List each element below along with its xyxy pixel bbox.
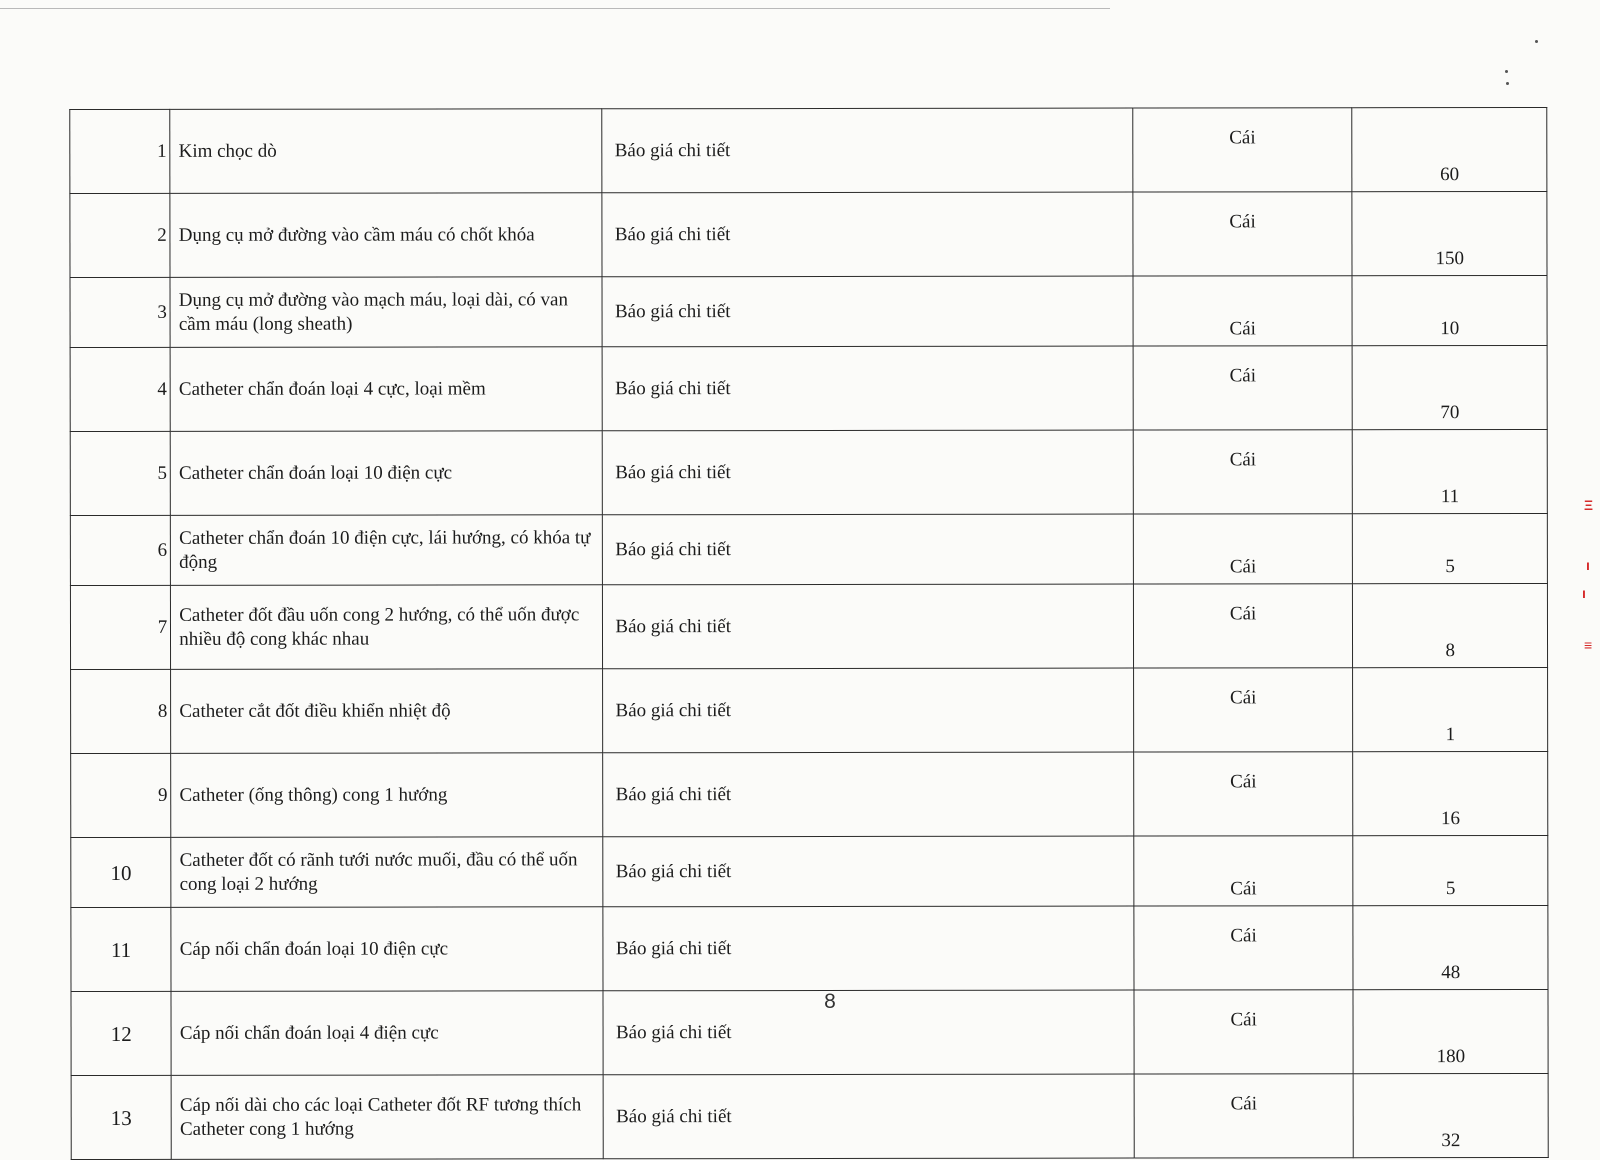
table-row: [70, 275, 1547, 347]
item-name: Dụng cụ mở đường vào mạch máu, loại dài, có van cầm máu (long sheath): [170, 277, 602, 348]
item-unit: Cái: [1133, 276, 1353, 346]
table-row: [71, 667, 1548, 753]
item-price-note: Báo giá chi tiết: [603, 346, 1134, 431]
item-quantity: 180: [1353, 989, 1548, 1073]
item-price-note: Báo giá chi tiết: [604, 1074, 1135, 1159]
item-price-note: Báo giá chi tiết: [603, 906, 1134, 991]
item-name: Catheter đốt có rãnh tưới nước muối, đầu có thể uốn cong loại 2 hướng: [171, 837, 603, 908]
row-number: 9: [71, 753, 171, 837]
item-quantity: 16: [1353, 751, 1548, 835]
row-number: 10: [71, 837, 171, 907]
row-number: 12: [71, 991, 171, 1075]
item-name: Catheter chẩn đoán 10 điện cực, lái hướng, có khóa tự động: [171, 515, 603, 586]
item-name: Catheter (ống thông) cong 1 hướng: [171, 753, 603, 838]
item-quantity: 1: [1353, 667, 1548, 751]
item-quantity: 150: [1352, 191, 1547, 275]
item-unit: Cái: [1134, 836, 1354, 906]
item-quantity: 8: [1353, 583, 1548, 667]
item-quantity: 48: [1353, 905, 1548, 989]
item-quantity: 5: [1353, 513, 1548, 583]
item-unit: Cái: [1133, 108, 1353, 192]
item-name: Kim chọc dò: [170, 109, 602, 194]
item-unit: Cái: [1134, 1074, 1354, 1158]
item-quantity: 5: [1353, 835, 1548, 905]
item-quantity: 70: [1353, 345, 1548, 429]
item-quantity: 11: [1353, 429, 1548, 513]
row-number: 2: [70, 193, 170, 277]
table-row: [70, 429, 1547, 515]
scan-speck: [1505, 70, 1508, 73]
table-row: [71, 1073, 1548, 1159]
item-unit: Cái: [1133, 192, 1353, 276]
row-number: 3: [70, 277, 170, 347]
item-unit: Cái: [1133, 668, 1353, 752]
row-number: 5: [70, 431, 170, 515]
item-quantity: 60: [1352, 107, 1547, 191]
item-price-note: Báo giá chi tiết: [602, 276, 1133, 347]
table-row: [70, 107, 1547, 193]
item-name: Dụng cụ mở đường vào cầm máu có chốt khóa: [170, 193, 602, 278]
item-unit: Cái: [1133, 346, 1353, 430]
row-number: 8: [71, 669, 171, 753]
item-price-note: Báo giá chi tiết: [603, 668, 1134, 753]
item-unit: Cái: [1134, 752, 1354, 836]
item-name: Catheter chẩn đoán loại 10 điện cực: [170, 431, 602, 516]
item-price-note: Báo giá chi tiết: [603, 990, 1134, 1075]
item-name: Catheter đốt đầu uốn cong 2 hướng, có thể uốn được nhiều độ cong khác nhau: [171, 585, 603, 670]
red-stamp-edge: Ξ ı ı ≡: [1582, 497, 1594, 653]
item-name: Catheter chẩn đoán loại 4 cực, loại mềm: [170, 347, 602, 432]
row-number: 7: [70, 585, 170, 669]
item-quantity: 10: [1352, 275, 1547, 345]
item-price-note: Báo giá chi tiết: [603, 836, 1134, 907]
item-unit: Cái: [1133, 430, 1353, 514]
table-row: [70, 513, 1547, 585]
item-name: Cáp nối dài cho các loại Catheter đốt RF tương thích Catheter cong 1 hướng: [171, 1075, 603, 1160]
item-unit: Cái: [1133, 584, 1353, 668]
row-number: 6: [70, 515, 170, 585]
item-unit: Cái: [1134, 990, 1354, 1074]
row-number: 4: [70, 347, 170, 431]
item-price-note: Báo giá chi tiết: [602, 108, 1133, 193]
item-price-note: Báo giá chi tiết: [603, 584, 1134, 669]
item-unit: Cái: [1134, 906, 1354, 990]
row-number: 1: [70, 109, 170, 193]
item-price-note: Báo giá chi tiết: [602, 192, 1133, 277]
row-number: 11: [71, 907, 171, 991]
top-rule: [0, 8, 1110, 9]
item-quantity: 32: [1354, 1073, 1549, 1157]
item-price-note: Báo giá chi tiết: [603, 514, 1134, 585]
item-name: Cáp nối chẩn đoán loại 4 điện cực: [171, 991, 603, 1076]
item-price-note: Báo giá chi tiết: [603, 752, 1134, 837]
item-name: Catheter cắt đốt điều khiển nhiệt độ: [171, 669, 603, 754]
table-row: [70, 191, 1547, 277]
table-row: [71, 835, 1548, 907]
item-unit: Cái: [1133, 514, 1353, 584]
scan-speck: [1506, 82, 1509, 85]
item-price-note: Báo giá chi tiết: [603, 430, 1134, 515]
page-number: 8: [824, 990, 836, 1013]
scan-speck: [1535, 40, 1538, 43]
table-row: [70, 345, 1547, 431]
table-row: [71, 905, 1548, 991]
row-number: 13: [71, 1075, 171, 1159]
table-row: [70, 583, 1547, 669]
item-name: Cáp nối chẩn đoán loại 10 điện cực: [171, 907, 603, 992]
table-row: [71, 751, 1548, 837]
